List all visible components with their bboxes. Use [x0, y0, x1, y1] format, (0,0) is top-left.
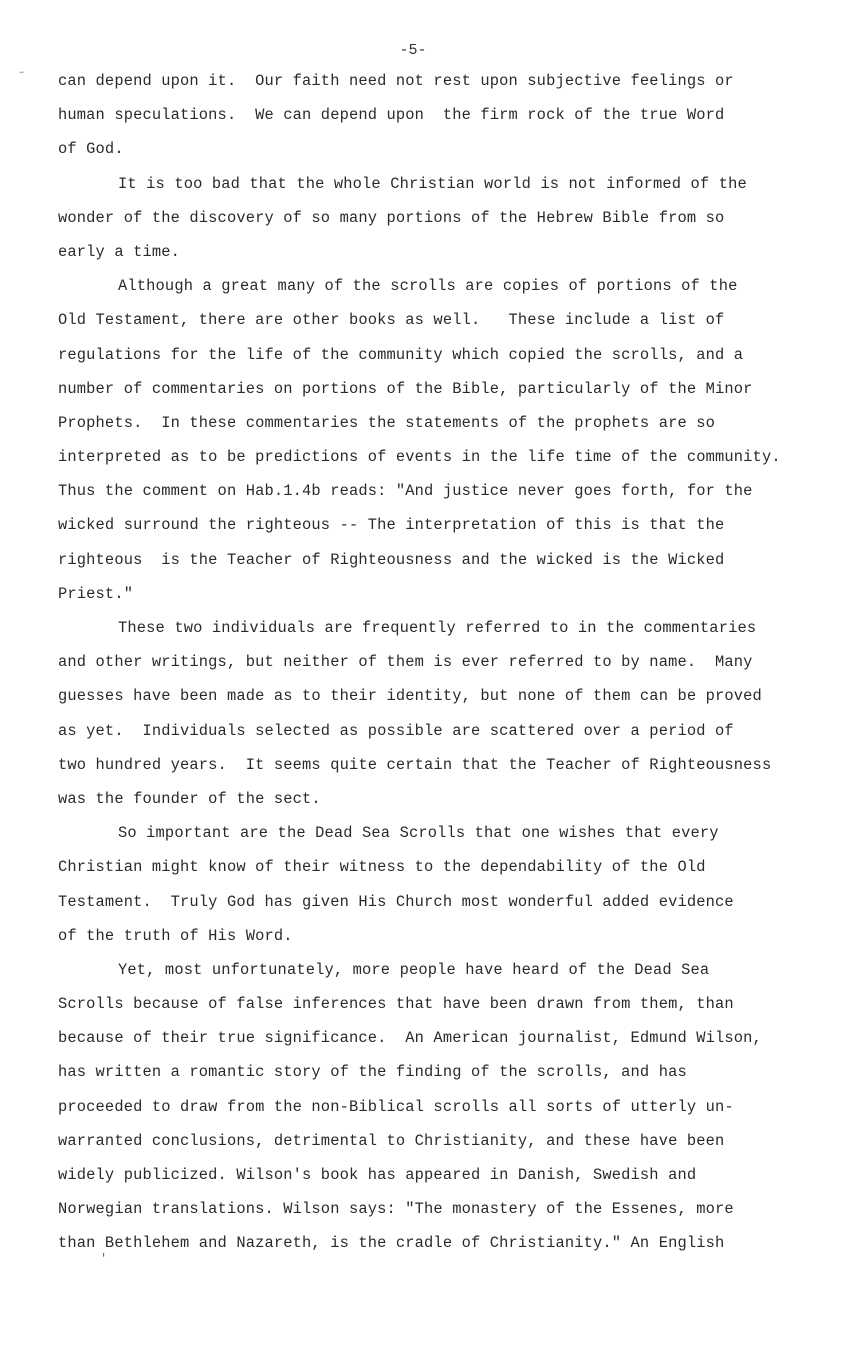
text-line: number of commentaries on portions of the Bible, particularly of the Minor: [58, 379, 753, 398]
text-line: early a time.: [58, 242, 181, 261]
text-line: can depend upon it. Our faith need not rest upon subjective feelings or: [58, 72, 734, 90]
text-line: than Bethlehem and Nazareth, is the cradle of Christianity." An English: [58, 1234, 725, 1253]
text-line: Scrolls because of false inferences that have been drawn from them, than: [58, 995, 734, 1014]
page-number: -5-: [399, 42, 427, 59]
text-line: has written a romantic story of the finding of the scrolls, and has: [58, 1063, 687, 1082]
text-line: Testament. Truly God has given His Church most wonderful added evidence: [58, 892, 734, 911]
text-line: because of their true significance. An American journalist, Edmund Wilson,: [58, 1029, 762, 1048]
text-line: These two individuals are frequently referred to in the commentaries: [118, 619, 757, 637]
text-line: as yet. Individuals selected as possible are scattered over a period of: [58, 721, 734, 740]
text-line: two hundred years. It seems quite certain that the Teacher of Righteousness: [58, 755, 772, 774]
stray-mark: ': [100, 1252, 108, 1266]
text-line: Priest.": [58, 584, 134, 603]
text-line: warranted conclusions, detrimental to Christianity, and these have been: [58, 1131, 725, 1150]
margin-mark: ˜: [18, 70, 26, 84]
text-line: guesses have been made as to their identity, but none of them can be proved: [58, 687, 762, 706]
text-line: and other writings, but neither of them is ever referred to by name. Many: [58, 653, 753, 672]
text-line: interpreted as to be predictions of events in the life time of the community.: [58, 448, 781, 467]
text-line: righteous is the Teacher of Righteousness and the wicked is the Wicked: [58, 550, 725, 569]
text-line: wicked surround the righteous -- The interpretation of this is that the: [58, 516, 725, 535]
text-line: of the truth of His Word.: [58, 926, 293, 945]
text-line: was the founder of the sect.: [58, 789, 321, 808]
text-line: Although a great many of the scrolls are copies of portions of the: [118, 277, 738, 296]
text-line: human speculations. We can depend upon the firm rock of the true Word: [58, 106, 725, 125]
text-line: Thus the comment on Hab.1.4b reads: "And justice never goes forth, for the: [58, 482, 753, 501]
text-line: wonder of the discovery of so many portions of the Hebrew Bible from so: [58, 208, 725, 227]
body-text: [58, 68, 818, 1265]
text-line: Prophets. In these commentaries the statements of the prophets are so: [58, 413, 716, 432]
text-line: Norwegian translations. Wilson says: "The monastery of the Essenes, more: [58, 1200, 734, 1219]
text-line: So important are the Dead Sea Scrolls that one wishes that every: [118, 824, 719, 843]
text-line: Old Testament, there are other books as well. These include a list of: [58, 311, 725, 330]
text-line: of God.: [58, 140, 124, 159]
text-line: It is too bad that the whole Christian world is not informed of the: [118, 174, 747, 193]
text-line: proceeded to draw from the non-Biblical scrolls all sorts of utterly un-: [58, 1097, 734, 1116]
text-line: Christian might know of their witness to the dependability of the Old: [58, 858, 706, 877]
text-line: Yet, most unfortunately, more people have heard of the Dead Sea: [118, 960, 710, 979]
text-line: widely publicized. Wilson's book has appeared in Danish, Swedish and: [58, 1166, 697, 1184]
text-line: regulations for the life of the community which copied the scrolls, and a: [58, 345, 744, 364]
